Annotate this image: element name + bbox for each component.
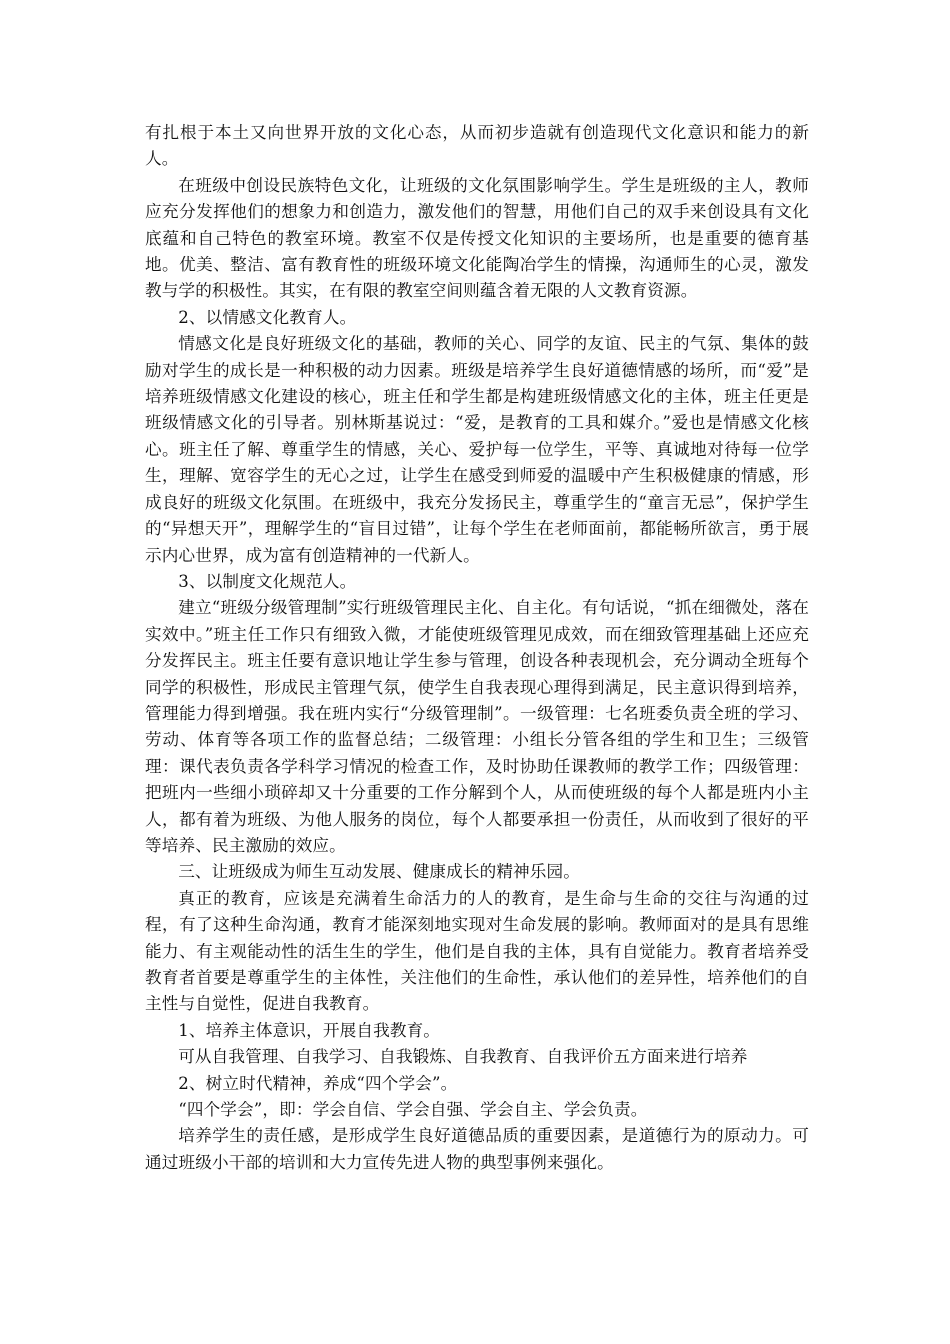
heading-section-three: 三、让班级成为师生互动发展、健康成长的精神乐园。: [178, 862, 581, 882]
heading-emotional-culture: 2、以情感文化教育人。: [178, 307, 357, 327]
paragraph-true-education: 真正的教育，应该是充满着生命活力的人的教育，是生命与生命的交往与沟通的过程，有了这种生命沟通，教育才能深刻地实现对生命发展的影响。教师面对的是具有思维能力、有主观能动性的活生生的学生，他们是自我的主体，具有自觉能力。教育者培养受教育者首要是尊重学生的主体性，关注他们的生命性，承认他们的差异性，培养他们的自主性与自觉性，促进自我教育。: [145, 888, 809, 1014]
document-body: [145, 120, 809, 1176]
paragraph-ethnic-culture: 在班级中创设民族特色文化，让班级的文化氛围影响学生。学生是班级的主人，教师应充分发挥他们的想象力和创造力，激发他们的智慧，用他们自己的双手来创设具有文化底蕴和自己特色的教室环境。教室不仅是传授文化知识的主要场所，也是重要的德育基地。优美、整洁、富有教育性的班级环境文化能陶冶学生的情操，沟通师生的心灵，激发教与学的积极性。其实，在有限的教室空间则蕴含着无限的人文教育资源。: [145, 175, 809, 301]
paragraph-continuation: 有扎根于本土又向世界开放的文化心态，从而初步造就有创造现代文化意识和能力的新人。: [145, 123, 809, 169]
heading-four-learnings: 2、树立时代精神，养成“四个学会”。: [178, 1073, 458, 1093]
paragraph-four-learnings: “四个学会”，即：学会自信、学会自强、学会自主、学会负责。: [178, 1100, 648, 1120]
paragraph-responsibility: 培养学生的责任感，是形成学生良好道德品质的重要因素，是道德行为的原动力。可通过班级小干部的培训和大力宣传先进人物的典型事例来强化。: [145, 1126, 809, 1172]
heading-system-culture: 3、以制度文化规范人。: [178, 571, 357, 591]
paragraph-emotional-culture: 情感文化是良好班级文化的基础，教师的关心、同学的友谊、民主的气氛、集体的鼓励对学生的成长是一种积极的动力因素。班级是培养学生良好道德情感的场所，而“爱”是培养班级情感文化建设的核心，班主任和学生都是构建班级情感文化的主体，班主任更是班级情感文化的引导者。别林斯基说过：“爱，是教育的工具和媒介。”爱也是情感文化核心。班主任了解、尊重学生的情感，关心、爱护每一位学生，平等、真诚地对待每一位学生，理解、宽容学生的无心之过，让学生在感受到师爱的温暖中产生积极健康的情感，形成良好的班级文化氛围。在班级中，我充分发扬民主，尊重学生的“童言无忌”，保护学生的“异想天开”，理解学生的“盲目过错”，让每个学生在老师面前，都能畅所欲言，勇于展示内心世界，成为富有创造精神的一代新人。: [145, 334, 809, 565]
paragraph-self-management: 可从自我管理、自我学习、自我锻炼、自我教育、自我评价五方面来进行培养: [178, 1047, 748, 1067]
heading-subject-awareness: 1、培养主体意识，开展自我教育。: [178, 1020, 441, 1040]
paragraph-system-culture: 建立“班级分级管理制”实行班级管理民主化、自主化。有句话说，“抓在细微处，落在实效中。”班主任工作只有细致入微，才能使班级管理见成效，而在细致管理基础上还应充分发挥民主。班主任要有意识地让学生参与管理，创设各种表现机会，充分调动全班每个同学的积极性，形成民主管理气氛，使学生自我表现心理得到满足，民主意识得到培养，管理能力得到增强。我在班内实行“分级管理制”。一级管理：七名班委负责全班的学习、劳动、体育等各项工作的监督总结；二级管理：小组长分管各组的学生和卫生；三级管理：课代表负责各学科学习情况的检查工作，及时协助任课教师的教学工作；四级管理：把班内一些细小琐碎却又十分重要的工作分解到个人，从而使班级的每个人都是班内小主人，都有着为班级、为他人服务的岗位，每个人都要承担一份责任，从而收到了很好的平等培养、民主激励的效应。: [145, 598, 809, 855]
